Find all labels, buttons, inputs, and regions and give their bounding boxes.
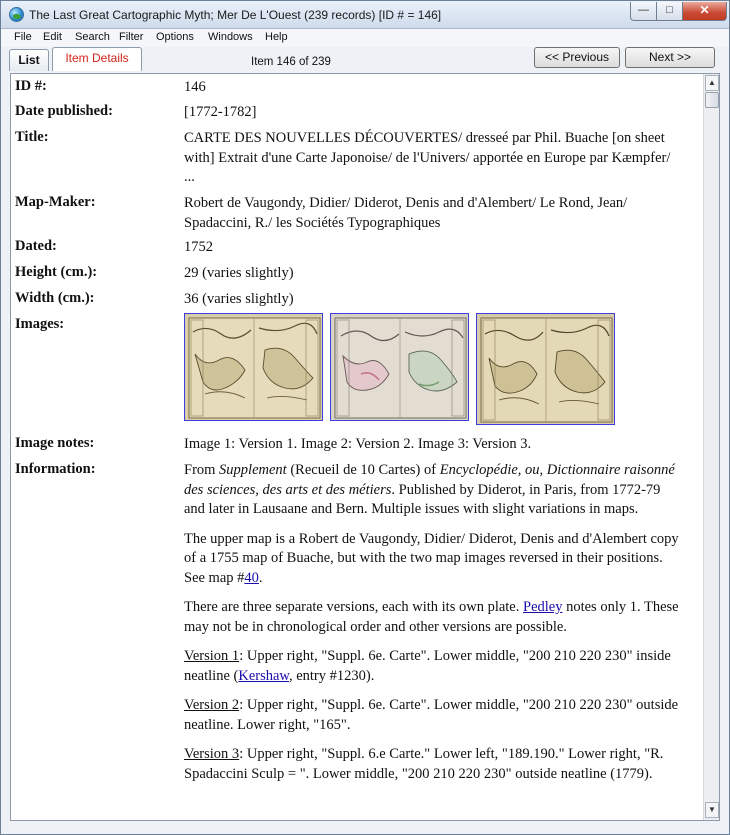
globe-app-icon <box>9 7 24 22</box>
item-details-panel <box>10 73 720 821</box>
menu-search[interactable]: Search <box>75 31 110 43</box>
menu-windows[interactable]: Windows <box>208 31 253 43</box>
title-bar[interactable] <box>1 1 729 29</box>
menu-bar <box>1 29 729 47</box>
map-maker-value: Robert de Vaugondy, Didier/ Diderot, Denis and d'Alembert/ Le Rond, Jean/ Spadaccini, R./ les Sociétés Typographiques <box>184 195 628 231</box>
version-1-label: Version 1 <box>184 648 240 664</box>
next-button[interactable]: Next >> <box>625 47 715 68</box>
info-paragraph-2: The upper map is a Robert de Vaugondy, Didier/ Diderot, Denis and d'Alembert copy of a 1755 map of Buache, but with the two map images reversed in their positions. See map #40. <box>184 530 679 586</box>
date-published-label: Date published: <box>15 103 113 119</box>
scrollbar-thumb[interactable] <box>705 92 719 108</box>
field-images <box>15 316 695 436</box>
menu-help[interactable]: Help <box>265 31 288 43</box>
width-label: Width (cm.): <box>15 290 95 306</box>
map-image-1-icon <box>185 314 323 421</box>
width-value: 36 (varies slightly) <box>184 291 294 307</box>
tab-row <box>1 47 729 73</box>
dated-value: 1752 <box>184 239 213 255</box>
title-value: CARTE DES NOUVELLES DÉCOUVERTES/ dresseé par Phil. Buache [on sheet with] Extrait d'une Carte Japonoise/ de l'Univers/ apportée en Europe par Kæmpfer/ ... <box>184 130 671 185</box>
minimize-button[interactable]: — <box>630 2 657 21</box>
version-3-label: Version 3 <box>184 746 240 762</box>
height-value: 29 (varies slightly) <box>184 265 294 281</box>
scroll-up-icon[interactable]: ▲ <box>705 75 719 91</box>
menu-options[interactable]: Options <box>156 31 194 43</box>
information-value <box>184 461 684 794</box>
menu-filter[interactable]: Filter <box>119 31 144 43</box>
record-counter: Item 146 of 239 <box>251 56 331 68</box>
map-thumbnail-1[interactable] <box>184 313 323 421</box>
maximize-button[interactable]: □ <box>656 2 683 21</box>
close-button[interactable]: ✕ <box>682 2 727 21</box>
version-1-paragraph: Version 1: Upper right, "Suppl. 6e. Carte". Lower middle, "200 210 220 230" inside neatline (Kershaw, entry #1230). <box>184 648 671 684</box>
map-image-2-icon <box>331 314 469 421</box>
version-3-paragraph: Version 3: Upper right, "Suppl. 6.e Carte." Lower left, "189.190." Lower right, "R. Spadaccini Sculp = ". Lower middle, "200 210 220 230" outside neatline (1779). <box>184 746 664 782</box>
map-thumbnail-3[interactable] <box>476 313 615 425</box>
kershaw-link[interactable]: Kershaw <box>238 667 289 684</box>
map-thumbnail-2[interactable] <box>330 313 469 421</box>
tab-item-details[interactable]: Item Details <box>52 47 142 71</box>
info-paragraph-3: There are three separate versions, each with its own plate. Pedley notes only 1. These may not be in chronological order and other versions are possible. <box>184 599 679 635</box>
menu-file[interactable]: File <box>14 31 32 43</box>
height-label: Height (cm.): <box>15 264 98 280</box>
map-maker-label: Map-Maker: <box>15 194 96 210</box>
map-40-link[interactable]: 40 <box>244 569 259 586</box>
images-label: Images: <box>15 316 65 332</box>
pedley-link[interactable]: Pedley <box>523 599 563 615</box>
dated-label: Dated: <box>15 238 57 254</box>
menu-edit[interactable]: Edit <box>43 31 62 43</box>
record-content <box>11 74 703 820</box>
previous-button[interactable]: << Previous <box>534 47 620 68</box>
tab-list[interactable]: List <box>9 49 49 71</box>
version-2-paragraph: Version 2: Upper right, "Suppl. 6e. Carte". Lower middle, "200 210 220 230" outside neatline. Lower right, "165". <box>184 697 679 733</box>
information-label: Information: <box>15 461 96 477</box>
info-paragraph-1: From Supplement (Recueil de 10 Cartes) of Encyclopédie, ou, Dictionnaire raisonné des sciences, des arts et des métiers. Published by Diderot, in Paris, from 1772-79 and later in Lausaane and Bern. Multiple issues with slight variations in maps. <box>184 462 675 517</box>
status-bar <box>1 823 729 835</box>
scroll-down-icon[interactable]: ▼ <box>705 802 719 818</box>
version-2-label: Version 2 <box>184 697 240 713</box>
window-title: The Last Great Cartographic Myth; Mer De L'Ouest (239 records) [ID # = 146] <box>29 8 442 22</box>
date-published-value: [1772-1782] <box>184 104 257 120</box>
image-notes-label: Image notes: <box>15 435 95 451</box>
id-label: ID #: <box>15 78 47 94</box>
image-notes-value: Image 1: Version 1. Image 2: Version 2. Image 3: Version 3. <box>184 436 532 452</box>
map-image-3-icon <box>477 314 615 425</box>
title-label: Title: <box>15 129 49 145</box>
vertical-scrollbar[interactable] <box>703 74 719 820</box>
id-value: 146 <box>184 79 206 95</box>
